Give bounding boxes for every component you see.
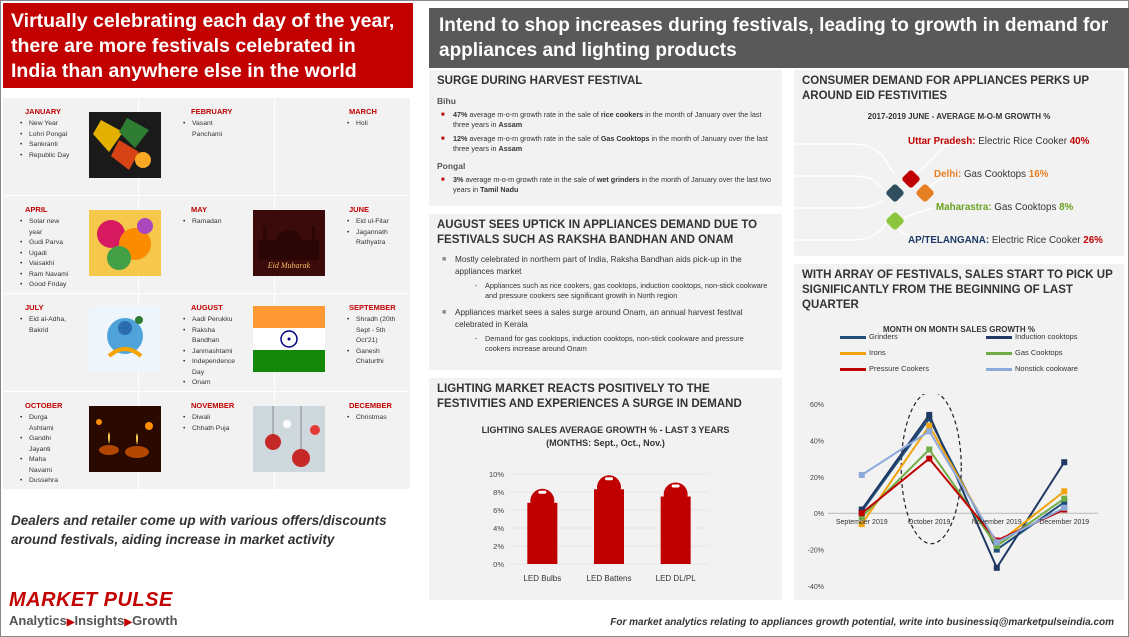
harvest-title: SURGE DURING HARVEST FESTIVAL	[437, 75, 643, 87]
eid-mubarak-image	[253, 210, 325, 276]
legend-swatch-icon	[840, 368, 866, 371]
festival-item: • Dussehra	[20, 476, 70, 487]
lamp-highlight-icon	[605, 477, 613, 480]
festival-item: • New Year	[20, 119, 70, 130]
line-x-category-label: September 2019	[835, 519, 888, 527]
harvest-panel	[429, 70, 782, 206]
festival-list	[183, 413, 233, 434]
lighting-chart-title	[437, 424, 774, 450]
bar-led-battens	[594, 489, 624, 564]
bar-y-tick-label: 0%	[493, 560, 504, 569]
eid-panel	[794, 70, 1124, 256]
legend-label: Irons	[869, 348, 886, 357]
festival-list	[347, 413, 397, 424]
legend-label: Induction cooktops	[1015, 332, 1078, 341]
august-subpoint-1: - Appliances such as rice cookers, gas cooktops, induction cooktops, non-stick cookware and pressure cookers see significant growth in North region	[437, 281, 774, 301]
legend-swatch-icon	[840, 352, 866, 355]
line-y-tick-label: 60%	[809, 402, 824, 409]
legend-label: Nonstick cookware	[1015, 364, 1078, 373]
series-point	[926, 456, 932, 462]
sales-chart-title: MONTH ON MONTH SALES GROWTH %	[883, 325, 1035, 334]
bar-y-tick-label: 6%	[493, 506, 504, 515]
market-pulse-logo	[9, 589, 178, 628]
festival-item: • Ugadi	[20, 249, 70, 260]
sales-panel	[794, 264, 1124, 600]
series-point	[1061, 505, 1067, 511]
eid-subtitle: 2017-2019 JUNE - AVERAGE M-O-M GROWTH %	[867, 112, 1051, 121]
festival-list	[347, 119, 397, 130]
eid-title: CONSUMER DEMAND FOR APPLIANCES PERKS UP AROUND EID FESTIVITIES	[802, 75, 1089, 102]
festival-list	[183, 217, 233, 228]
lighting-chart-subtitle: (MONTHS: Sept., Oct., Nov.)	[546, 438, 665, 448]
lighting-bar-chart	[437, 464, 774, 594]
legend-item	[840, 348, 886, 357]
lighting-chart-title-line1: LIGHTING SALES AVERAGE GROWTH % - LAST 3 YEARS	[481, 425, 730, 435]
kite-festival-image	[89, 112, 161, 178]
legend-label: Grinders	[869, 332, 898, 341]
logo-name: MARKET PULSE	[9, 589, 173, 611]
series-point	[926, 412, 932, 418]
series-point	[994, 565, 1000, 571]
eid-row-4: AP/TELANGANA: Electric Rice Cooker 26%	[908, 235, 1103, 246]
line-x-category-label: December 2019	[1039, 519, 1090, 527]
festival-item: • Ramadan	[183, 217, 233, 228]
festival-item: • Good Friday	[20, 280, 70, 291]
festival-item: • Eid al-Adha, Bakrid	[20, 315, 70, 336]
festival-list	[20, 315, 70, 336]
august-panel	[429, 214, 782, 370]
festival-item: • Holi	[347, 119, 397, 130]
series-point	[926, 447, 932, 453]
festival-calendar	[3, 98, 411, 490]
festival-item: • Chhath Puja	[183, 424, 233, 435]
month-name: FEBRUARY	[191, 107, 233, 116]
tagline-word-3: Growth	[132, 613, 178, 628]
line-x-category-label: November 2019	[971, 519, 1022, 527]
festival-list	[20, 413, 70, 487]
legend-item	[840, 332, 898, 341]
diwali-diyas-image	[89, 406, 161, 472]
lighting-title: LIGHTING MARKET REACTS POSITIVELY TO THE FESTIVITIES AND EXPERIENCES A SURGE IN DEMAND	[437, 383, 742, 410]
series-point	[1061, 459, 1067, 465]
sales-line-chart	[798, 394, 1116, 594]
festival-item: • Sankranti	[20, 140, 70, 151]
festival-list	[347, 315, 397, 368]
festival-list	[347, 217, 397, 249]
festival-item: • Raksha Bandhan	[183, 326, 233, 347]
festival-item: • Vaisakhi	[20, 259, 70, 270]
center-marker-icon	[885, 183, 905, 203]
series-point	[1061, 488, 1067, 494]
legend-item	[986, 364, 1078, 373]
legend-item	[986, 332, 1078, 341]
lighting-panel	[429, 378, 782, 600]
month-name: SEPTEMBER	[349, 303, 396, 312]
lamp-highlight-icon	[538, 491, 546, 494]
bar-category-label: LED Battens	[586, 574, 632, 583]
lamp-highlight-icon	[672, 485, 680, 488]
christmas-ornaments-image	[253, 406, 325, 472]
legend-item	[986, 348, 1063, 357]
month-name: JUNE	[349, 205, 370, 214]
festival-list	[20, 119, 70, 161]
left-banner-title: Virtually celebrating each day of the year, there are more festivals celebrated in India than anywhere else in the world	[3, 3, 413, 88]
legend-swatch-icon	[986, 336, 1012, 339]
legend-label: Gas Cooktops	[1015, 348, 1063, 357]
eid-mubarak-caption: Eid Mubarak	[267, 261, 311, 270]
tagline-arrow-icon: ▶	[66, 617, 75, 628]
month-name: JANUARY	[25, 107, 61, 116]
legend-swatch-icon	[840, 336, 866, 339]
festival-item: • Gandhi Jayanti	[20, 434, 70, 455]
month-cell-march	[275, 98, 411, 196]
line-x-category-label: October 2019	[908, 519, 951, 527]
bar-led-dl-pl	[661, 497, 691, 565]
series-point	[859, 472, 865, 478]
bar-category-label: LED Bulbs	[523, 574, 562, 583]
festival-item: • Janmashtami	[183, 347, 233, 358]
festival-item: • Onam	[183, 378, 233, 389]
series-point	[926, 423, 932, 429]
pongal-heading: Pongal	[437, 161, 466, 171]
festival-item: • Ram Navami	[20, 270, 70, 281]
eid-row-1: Uttar Pradesh: Electric Rice Cooker 40%	[908, 136, 1090, 147]
festival-item: • Maha Navami	[20, 455, 70, 476]
series-line-gas-cooktops	[862, 450, 1065, 546]
tagline-word-1: Analytics	[9, 613, 67, 628]
bihu-heading: Bihu	[437, 96, 456, 106]
month-name: OCTOBER	[25, 401, 63, 410]
august-subpoint-2: - Demand for gas cooktops, induction cooktops, non-stick cookware and pressure cookers increase around Onam	[437, 334, 774, 354]
logo-tagline	[9, 613, 178, 628]
festival-item: • Christmas	[347, 413, 397, 424]
maharastra-marker-icon	[885, 211, 905, 231]
indian-flag-image	[253, 306, 325, 372]
eid-row-3: Maharastra: Gas Cooktops 8%	[936, 202, 1074, 213]
august-title: AUGUST SEES UPTICK IN APPLIANCES DEMAND DUE TO FESTIVALS SUCH AS RAKSHA BANDHAN AND ONAM	[437, 219, 758, 246]
sales-title: WITH ARRAY OF FESTIVALS, SALES START TO PICK UP SIGNIFICANTLY FROM THE BEGINNING OF LAST QUARTER	[802, 269, 1113, 311]
dealers-note: Dealers and retailer come up with various offers/discounts around festivals, aiding increase in market activity	[11, 513, 387, 547]
festival-item: • Aadi Perukku	[183, 315, 233, 326]
bar-y-tick-label: 2%	[493, 542, 504, 551]
line-y-tick-label: -40%	[807, 584, 824, 591]
festival-list	[183, 315, 236, 389]
series-point	[994, 539, 1000, 545]
month-name: APRIL	[25, 205, 48, 214]
festival-list	[183, 119, 233, 140]
month-name: MARCH	[349, 107, 377, 116]
pongal-bullet: ■ 3% average m-o-m growth rate in the sale of wet grinders in the month of January over the last two years in Tamil Nadu	[437, 175, 774, 195]
festival-list	[20, 217, 70, 291]
series-point	[859, 510, 865, 516]
festival-item: • Gudi Parva	[20, 238, 70, 249]
festival-item: • Ganesh Chaturthi	[347, 347, 397, 368]
festival-item: • Vasant Panchami	[183, 119, 233, 140]
holi-colors-image	[89, 210, 161, 276]
tagline-word-2: Insights	[74, 613, 125, 628]
series-point	[926, 428, 932, 434]
footer-contact: For market analytics relating to appliances growth potential, write into businessiq@marketpulseindia.com	[610, 617, 1114, 628]
month-name: AUGUST	[191, 303, 223, 312]
august-point-2: ■ Appliances market sees a sales surge around Onam, an annual harvest festival celebrated in Kerala	[437, 307, 774, 330]
august-point-1: ■ Mostly celebrated in northern part of India, Raksha Bandhan aids pick-up in the appliances market	[437, 254, 774, 277]
bihu-bullet-2: ■ 12% average m-o-m growth rate in the sale of Gas Cooktops in the month of January over the last three years in Assam	[437, 134, 774, 154]
line-y-tick-label: 20%	[809, 474, 824, 482]
festival-item: • Republic Day	[20, 151, 70, 162]
tagline-arrow-icon: ▶	[124, 617, 133, 628]
legend-swatch-icon	[986, 368, 1012, 371]
series-point	[1061, 496, 1067, 502]
legend-label: Pressure Cookers	[869, 364, 930, 373]
bar-y-tick-label: 8%	[493, 488, 504, 497]
line-y-tick-label: 40%	[809, 438, 824, 446]
right-banner-title: Intend to shop increases during festivals, leading to growth in demand for appliances and lighting products	[429, 8, 1129, 68]
line-y-tick-label: 0%	[813, 511, 824, 519]
line-y-tick-label: -20%	[807, 547, 824, 555]
bihu-bullet-1: ■ 47% average m-o-m growth rate in the sale of rice cookers in the month of January over the last three years in Assam	[437, 110, 774, 130]
festival-item: • Lohri Pongal	[20, 130, 70, 141]
krishna-image	[89, 306, 161, 372]
festival-item: • Eid ul-Fitar	[347, 217, 397, 228]
month-name: NOVEMBER	[191, 401, 235, 410]
festival-item: • Diwali	[183, 413, 233, 424]
month-name: DECEMBER	[349, 401, 392, 410]
bar-category-label: LED DL/PL	[655, 574, 696, 583]
month-name: JULY	[25, 303, 44, 312]
festival-item: • Independence Day	[183, 357, 233, 378]
bar-y-tick-label: 4%	[493, 524, 504, 533]
legend-swatch-icon	[986, 352, 1012, 355]
festival-item: • Solar new year	[20, 217, 70, 238]
delhi-marker-icon	[915, 183, 935, 203]
month-name: MAY	[191, 205, 207, 214]
festival-item: • Jagannath Rathyatra	[347, 228, 397, 249]
festival-item: • Durga Ashtami	[20, 413, 70, 434]
eid-row-2: Delhi: Gas Cooktops 16%	[934, 169, 1049, 180]
festival-item: • Shradh (20th Sept - 5th Oct'21)	[347, 315, 397, 347]
legend-item	[840, 364, 929, 373]
bar-y-tick-label: 10%	[488, 470, 504, 479]
series-line-induction-cooktops	[862, 415, 1065, 568]
